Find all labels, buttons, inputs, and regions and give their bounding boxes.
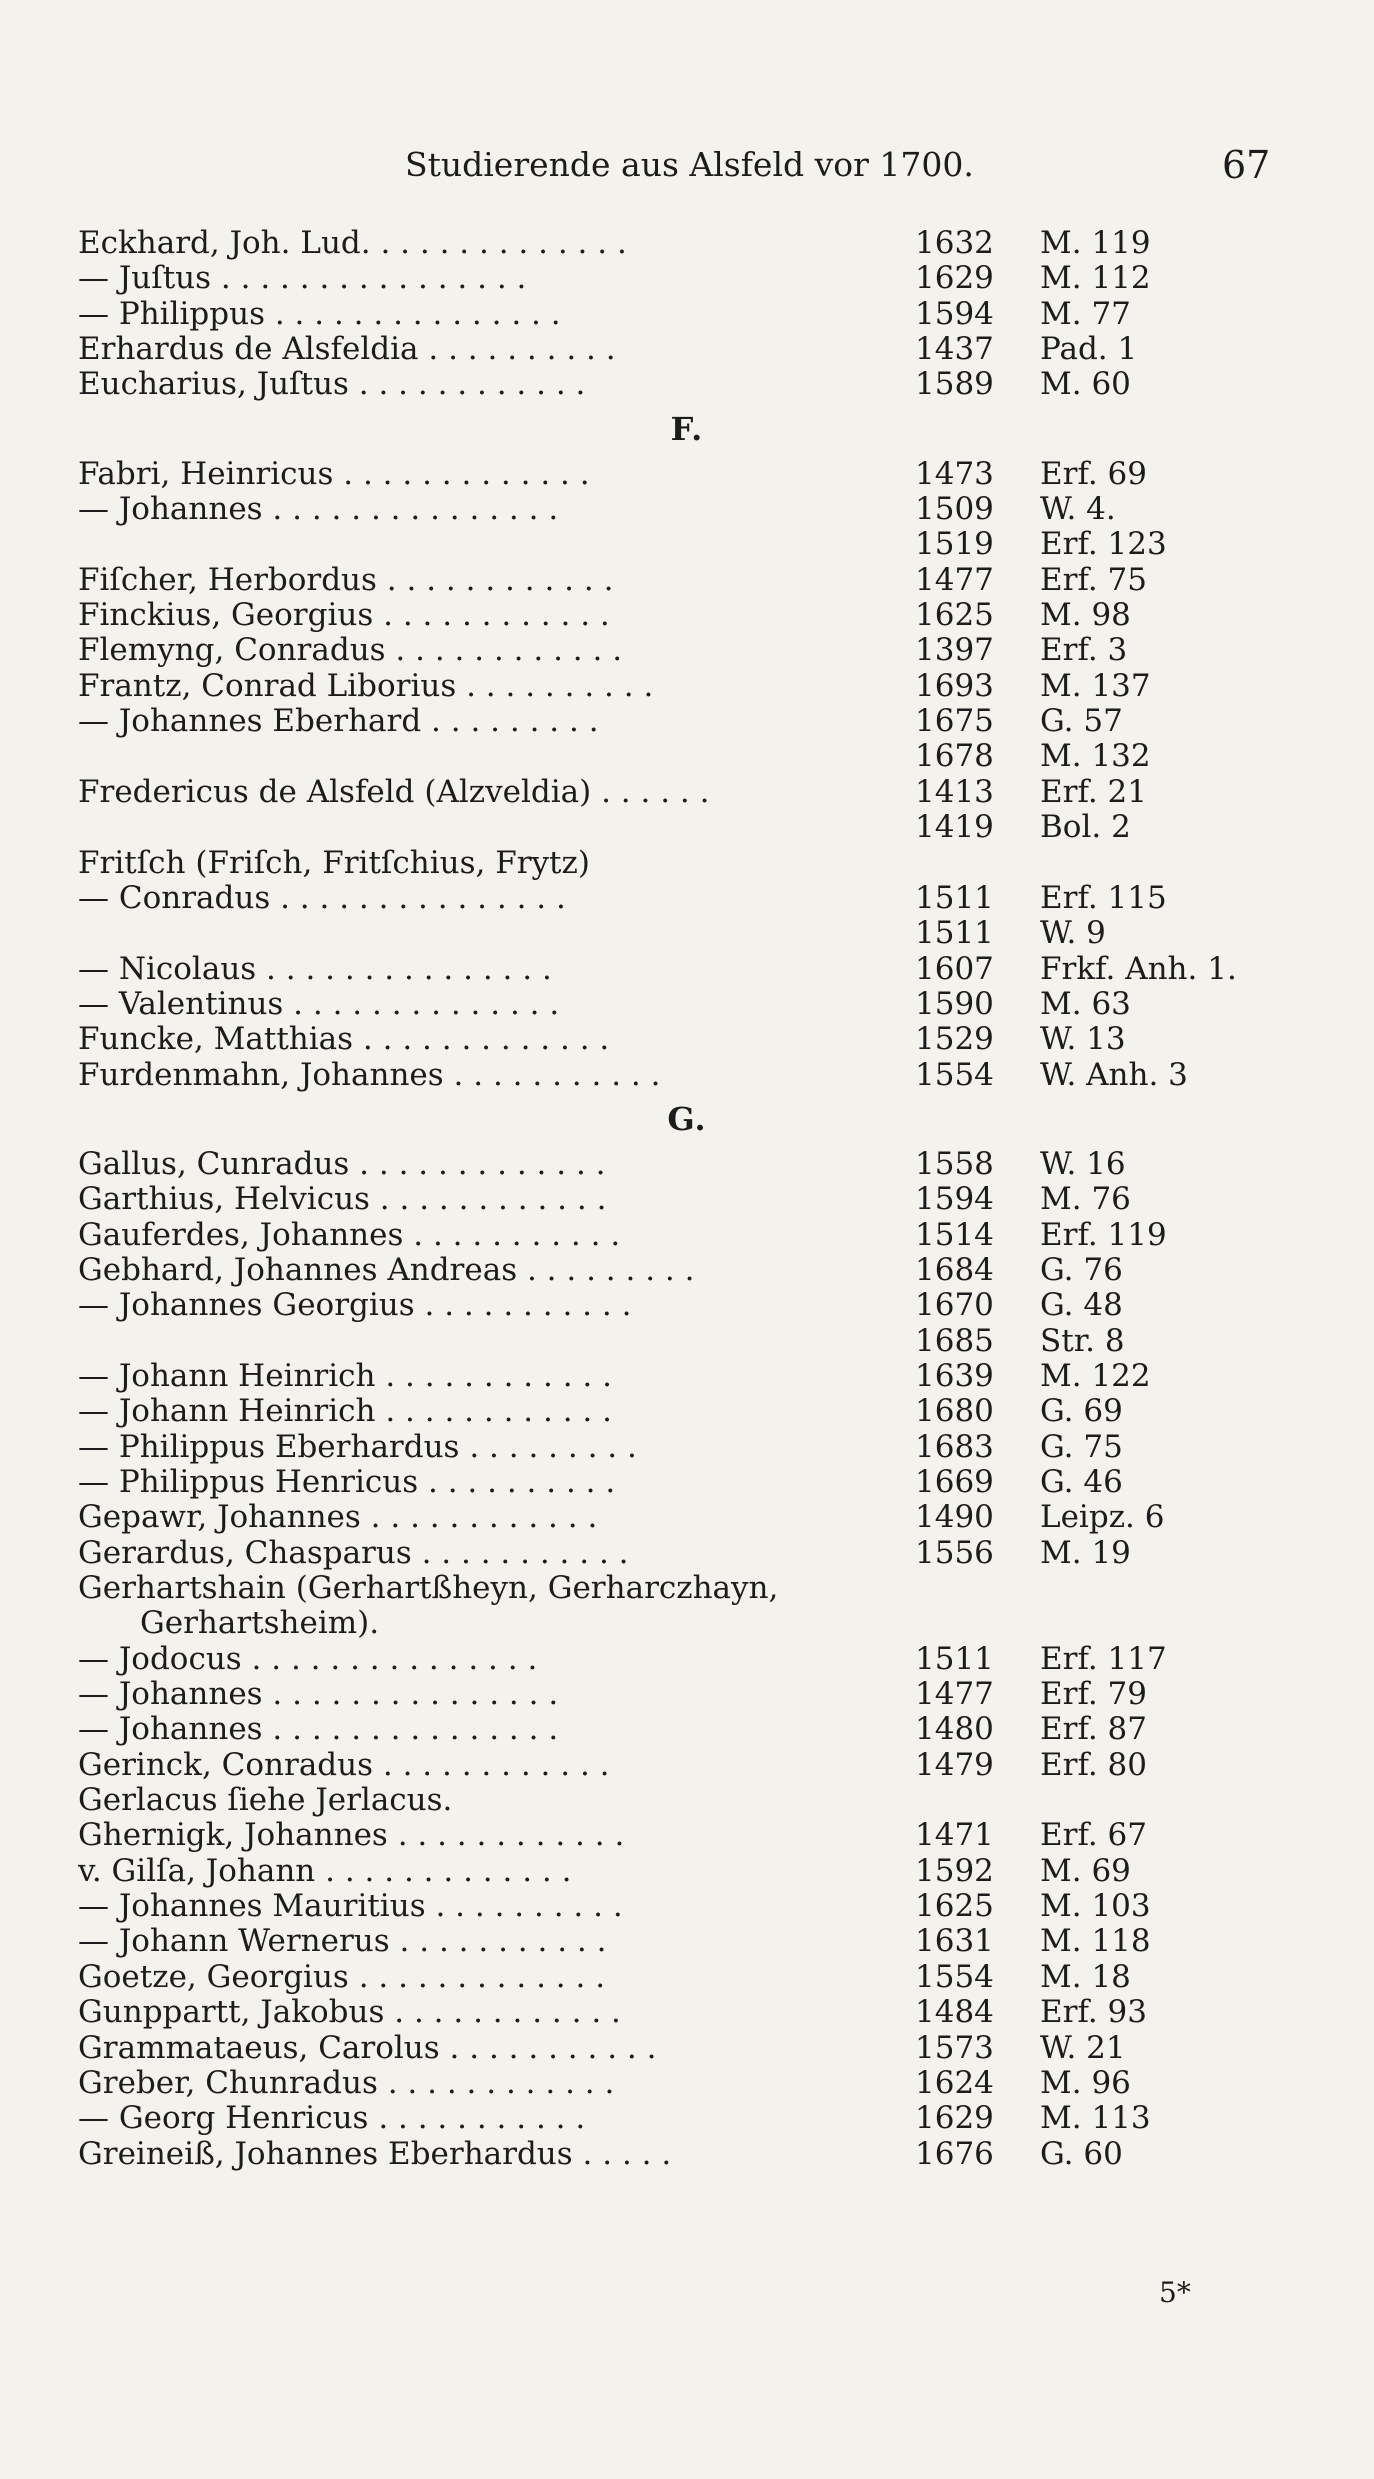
register-row — [0, 1288, 1374, 1323]
entry-name: — Valentinus . . . . . . . . . . . . . . — [78, 986, 560, 1022]
register-row — [0, 1889, 1374, 1924]
entry-year: 1511 — [915, 915, 994, 952]
entry-reference: G. 60 — [1040, 2135, 1123, 2172]
entry-reference: M. 98 — [1040, 597, 1131, 634]
register-row — [0, 1571, 1374, 1606]
entry-reference: M. 119 — [1040, 225, 1151, 261]
register-row — [0, 1677, 1374, 1712]
entry-year: 1514 — [915, 1216, 994, 1253]
entry-name: Greineiß, Johannes Eberhardus . . . . . — [78, 2136, 672, 2172]
entry-year: 1632 — [915, 225, 994, 261]
entry-year: 1511 — [915, 1640, 994, 1677]
entry-reference: Erf. 80 — [1040, 1746, 1147, 1783]
entry-year: 1669 — [915, 1464, 994, 1500]
register-row — [0, 261, 1374, 296]
entry-year: 1607 — [915, 950, 994, 987]
entry-name: — Johannes . . . . . . . . . . . . . . . — [78, 492, 559, 528]
entry-name: Furdenmahn, Johannes . . . . . . . . . . . — [78, 1057, 661, 1093]
entry-reference: Leipz. 6 — [1040, 1499, 1165, 1536]
entry-name: — Conradus . . . . . . . . . . . . . . . — [78, 880, 566, 916]
register-row — [0, 987, 1374, 1022]
entry-year: 1413 — [915, 773, 994, 810]
entry-name: Funcke, Matthias . . . . . . . . . . . . . — [78, 1022, 610, 1058]
entry-reference: W. 4. — [1040, 491, 1116, 528]
entry-name: Gauferdes, Johannes . . . . . . . . . . . — [78, 1217, 621, 1253]
entry-year: 1490 — [915, 1499, 994, 1536]
entry-name: Gallus, Cunradus . . . . . . . . . . . . . — [78, 1146, 606, 1182]
entry-name: — Johannes Georgius . . . . . . . . . . . — [78, 1288, 632, 1324]
entry-reference: W. 21 — [1040, 2029, 1126, 2066]
entry-year: 1437 — [915, 331, 994, 368]
entry-name: — Juſtus . . . . . . . . . . . . . . . . — [78, 261, 527, 297]
entry-name: Gerlacus ſiehe Jerlacus. — [78, 1783, 453, 1819]
entry-reference: M. 122 — [1040, 1357, 1151, 1394]
entry-year: 1397 — [915, 632, 994, 669]
register-row — [0, 1022, 1374, 1057]
entry-reference: M. 69 — [1040, 1852, 1131, 1889]
register-row — [0, 563, 1374, 598]
entry-name: Frantz, Conrad Liborius . . . . . . . . . . — [78, 668, 654, 704]
register-row — [0, 297, 1374, 332]
entry-name: Ghernigk, Johannes . . . . . . . . . . . . — [78, 1818, 625, 1854]
section-letter: F. — [670, 409, 704, 448]
register-row — [0, 775, 1374, 810]
entry-reference: G. 76 — [1040, 1251, 1123, 1288]
entry-year: 1556 — [915, 1534, 994, 1571]
register-row — [0, 1253, 1374, 1288]
register-row — [0, 2101, 1374, 2136]
entry-year: 1592 — [915, 1852, 994, 1889]
entry-name: Flemyng, Conradus . . . . . . . . . . . . — [78, 633, 623, 669]
entry-reference: M. 18 — [1040, 1958, 1131, 1995]
register-row — [0, 1465, 1374, 1500]
entry-name: Gerhartsheim). — [140, 1606, 380, 1642]
register-row — [0, 739, 1374, 774]
entry-name: — Philippus Henricus . . . . . . . . . . — [78, 1465, 616, 1500]
section-letter: G. — [667, 1099, 707, 1138]
entry-year: 1683 — [915, 1428, 994, 1465]
entry-reference: Erf. 69 — [1040, 455, 1147, 492]
entry-reference: Erf. 119 — [1040, 1216, 1167, 1253]
entry-reference: G. 46 — [1040, 1464, 1123, 1500]
register-row — [0, 669, 1374, 704]
entry-name: Greber, Chunradus . . . . . . . . . . . . — [78, 2065, 615, 2101]
entry-reference: M. 19 — [1040, 1534, 1131, 1571]
register-entries — [0, 226, 1374, 2172]
entry-reference: W. 16 — [1040, 1145, 1126, 1182]
entry-reference: Pad. 1 — [1040, 331, 1138, 368]
register-row — [0, 2031, 1374, 2066]
entry-year: 1624 — [915, 2064, 994, 2101]
entry-reference: Erf. 87 — [1040, 1711, 1147, 1748]
entry-year: 1477 — [915, 561, 994, 598]
register-row — [0, 492, 1374, 527]
entry-name: Gebhard, Johannes Andreas . . . . . . . . . — [78, 1252, 695, 1288]
entry-reference: Erf. 21 — [1040, 773, 1147, 810]
entry-year: 1477 — [915, 1676, 994, 1713]
entry-year: 1554 — [915, 1958, 994, 1995]
entry-reference: M. 112 — [1040, 260, 1151, 297]
entry-year: 1473 — [915, 455, 994, 492]
entry-name: Eckhard, Joh. Lud. . . . . . . . . . . . . . — [78, 226, 627, 261]
entry-name: Fabri, Heinricus . . . . . . . . . . . . . — [78, 456, 590, 492]
entry-name: Gepawr, Johannes . . . . . . . . . . . . — [78, 1500, 598, 1536]
entry-reference: M. 103 — [1040, 1888, 1151, 1925]
entry-reference: Erf. 75 — [1040, 561, 1147, 598]
entry-name: — Johannes . . . . . . . . . . . . . . . — [78, 1677, 559, 1713]
entry-name: — Johannes . . . . . . . . . . . . . . . — [78, 1712, 559, 1748]
entry-year: 1529 — [915, 1021, 994, 1058]
register-row — [0, 1606, 1374, 1641]
section-heading — [0, 403, 1374, 457]
entry-name: Gerhartshain (Gerhartßheyn, Gerharczhayn, — [78, 1571, 779, 1607]
entry-reference: W. Anh. 3 — [1040, 1056, 1188, 1093]
entry-reference: G. 48 — [1040, 1287, 1123, 1324]
register-row — [0, 1783, 1374, 1818]
entry-reference: M. 137 — [1040, 667, 1151, 704]
entry-name: — Johann Heinrich . . . . . . . . . . . . — [78, 1358, 612, 1394]
entry-name: v. Gilſa, Johann . . . . . . . . . . . . . — [78, 1853, 572, 1889]
entry-year: 1631 — [915, 1923, 994, 1960]
entry-name: — Johannes Eberhard . . . . . . . . . — [78, 704, 599, 740]
entry-reference: Erf. 3 — [1040, 632, 1128, 669]
register-row — [0, 1995, 1374, 2030]
entry-reference: M. 63 — [1040, 985, 1131, 1022]
register-row — [0, 810, 1374, 845]
entry-reference: M. 118 — [1040, 1923, 1151, 1960]
printer-signature: 5* — [1159, 2276, 1191, 2309]
entry-name: Gunppartt, Jakobus . . . . . . . . . . . . — [78, 1995, 621, 2031]
entry-year: 1625 — [915, 597, 994, 634]
entry-year: 1590 — [915, 985, 994, 1022]
register-row — [0, 1218, 1374, 1253]
running-title: Studierende aus Alsfeld vor 1700. — [405, 145, 974, 184]
entry-name: — Johann Wernerus . . . . . . . . . . . — [78, 1924, 607, 1960]
register-row — [0, 1182, 1374, 1217]
register-row — [0, 1960, 1374, 1995]
register-row — [0, 704, 1374, 739]
entry-reference: W. 9 — [1040, 915, 1106, 952]
register-row — [0, 2066, 1374, 2101]
entry-year: 1685 — [915, 1322, 994, 1359]
entry-name: Erhardus de Alsfeldia . . . . . . . . . . — [78, 332, 616, 368]
register-row — [0, 457, 1374, 492]
register-row — [0, 1748, 1374, 1783]
entry-reference: M. 76 — [1040, 1181, 1131, 1218]
entry-year: 1419 — [915, 809, 994, 846]
register-row — [0, 1359, 1374, 1394]
entry-reference: W. 13 — [1040, 1021, 1126, 1058]
entry-reference: G. 69 — [1040, 1393, 1123, 1430]
entry-reference: Erf. 67 — [1040, 1817, 1147, 1854]
entry-year: 1629 — [915, 2100, 994, 2137]
register-row — [0, 1924, 1374, 1959]
entry-name: Gerardus, Chasparus . . . . . . . . . . . — [78, 1535, 629, 1571]
entry-year: 1519 — [915, 526, 994, 563]
entry-year: 1471 — [915, 1817, 994, 1854]
entry-reference: M. 77 — [1040, 295, 1131, 332]
entry-year: 1479 — [915, 1746, 994, 1783]
entry-year: 1639 — [915, 1357, 994, 1394]
entry-reference: M. 113 — [1040, 2100, 1151, 2137]
register-row — [0, 881, 1374, 916]
entry-name: — Johann Heinrich . . . . . . . . . . . . — [78, 1394, 612, 1430]
section-heading — [0, 1093, 1374, 1147]
entry-name: Fiſcher, Herbordus . . . . . . . . . . . . — [78, 562, 614, 598]
entry-reference: Frkf. Anh. 1. — [1040, 950, 1237, 987]
entry-year: 1573 — [915, 2029, 994, 2066]
entry-year: 1480 — [915, 1711, 994, 1748]
register-row — [0, 1712, 1374, 1747]
entry-year: 1693 — [915, 667, 994, 704]
entry-reference: M. 60 — [1040, 366, 1131, 403]
entry-year: 1676 — [915, 2135, 994, 2172]
entry-name: Gerinck, Conradus . . . . . . . . . . . . — [78, 1747, 610, 1783]
entry-name: — Johannes Mauritius . . . . . . . . . . — [78, 1889, 623, 1925]
entry-reference: Erf. 115 — [1040, 879, 1167, 916]
register-row — [0, 846, 1374, 881]
register-row — [0, 1536, 1374, 1571]
entry-year: 1594 — [915, 1181, 994, 1218]
register-row — [0, 633, 1374, 668]
register-row — [0, 598, 1374, 633]
entry-name: Finckius, Georgius . . . . . . . . . . . . — [78, 598, 610, 634]
register-row — [0, 1147, 1374, 1182]
entry-year: 1589 — [915, 366, 994, 403]
entry-reference: Erf. 123 — [1040, 526, 1167, 563]
entry-name: Fritſch (Friſch, Fritſchius, Frytz) — [78, 845, 590, 881]
entry-year: 1680 — [915, 1393, 994, 1430]
entry-name: Garthius, Helvicus . . . . . . . . . . . . — [78, 1182, 607, 1218]
register-row — [0, 1058, 1374, 1093]
register-row — [0, 1430, 1374, 1465]
entry-year: 1670 — [915, 1287, 994, 1324]
entry-year: 1594 — [915, 295, 994, 332]
register-row — [0, 226, 1374, 261]
page-number: 67 — [1222, 143, 1271, 187]
entry-name: Fredericus de Alsfeld (Alzveldia) . . . . . . — [78, 774, 710, 810]
entry-year: 1558 — [915, 1145, 994, 1182]
entry-year: 1629 — [915, 260, 994, 297]
entry-name: Goetze, Georgius . . . . . . . . . . . . . — [78, 1959, 606, 1995]
register-row — [0, 2137, 1374, 2172]
entry-reference: G. 75 — [1040, 1428, 1123, 1465]
register-row — [0, 952, 1374, 987]
register-row — [0, 1818, 1374, 1853]
entry-year: 1509 — [915, 491, 994, 528]
entry-reference: Erf. 79 — [1040, 1676, 1147, 1713]
entry-name: — Philippus . . . . . . . . . . . . . . . — [78, 296, 561, 332]
entry-year: 1625 — [915, 1888, 994, 1925]
entry-name: Grammataeus, Carolus . . . . . . . . . . . — [78, 2030, 657, 2066]
entry-reference: Str. 8 — [1040, 1322, 1125, 1359]
register-row — [0, 527, 1374, 562]
register-row — [0, 1500, 1374, 1535]
entry-year: 1678 — [915, 738, 994, 775]
entry-name: — Nicolaus . . . . . . . . . . . . . . . — [78, 951, 552, 987]
register-row — [0, 916, 1374, 951]
entry-reference: Erf. 117 — [1040, 1640, 1167, 1677]
register-row — [0, 1854, 1374, 1889]
entry-name: — Philippus Eberhardus . . . . . . . . . — [78, 1429, 637, 1465]
register-row — [0, 1324, 1374, 1359]
entry-name: — Georg Henricus . . . . . . . . . . . — [78, 2101, 586, 2137]
register-row — [0, 332, 1374, 367]
entry-year: 1554 — [915, 1056, 994, 1093]
entry-year: 1684 — [915, 1251, 994, 1288]
entry-name: Eucharius, Juſtus . . . . . . . . . . . . — [78, 367, 586, 403]
entry-year: 1511 — [915, 879, 994, 916]
running-head — [0, 145, 1374, 195]
register-row — [0, 1394, 1374, 1429]
register-row — [0, 1642, 1374, 1677]
entry-reference: M. 96 — [1040, 2064, 1131, 2101]
entry-reference: Bol. 2 — [1040, 809, 1131, 846]
entry-name: — Jodocus . . . . . . . . . . . . . . . — [78, 1641, 538, 1677]
entry-reference: M. 132 — [1040, 738, 1151, 775]
entry-reference: G. 57 — [1040, 703, 1123, 740]
entry-reference: Erf. 93 — [1040, 1994, 1147, 2031]
register-row — [0, 367, 1374, 402]
entry-year: 1675 — [915, 703, 994, 740]
entry-year: 1484 — [915, 1994, 994, 2031]
